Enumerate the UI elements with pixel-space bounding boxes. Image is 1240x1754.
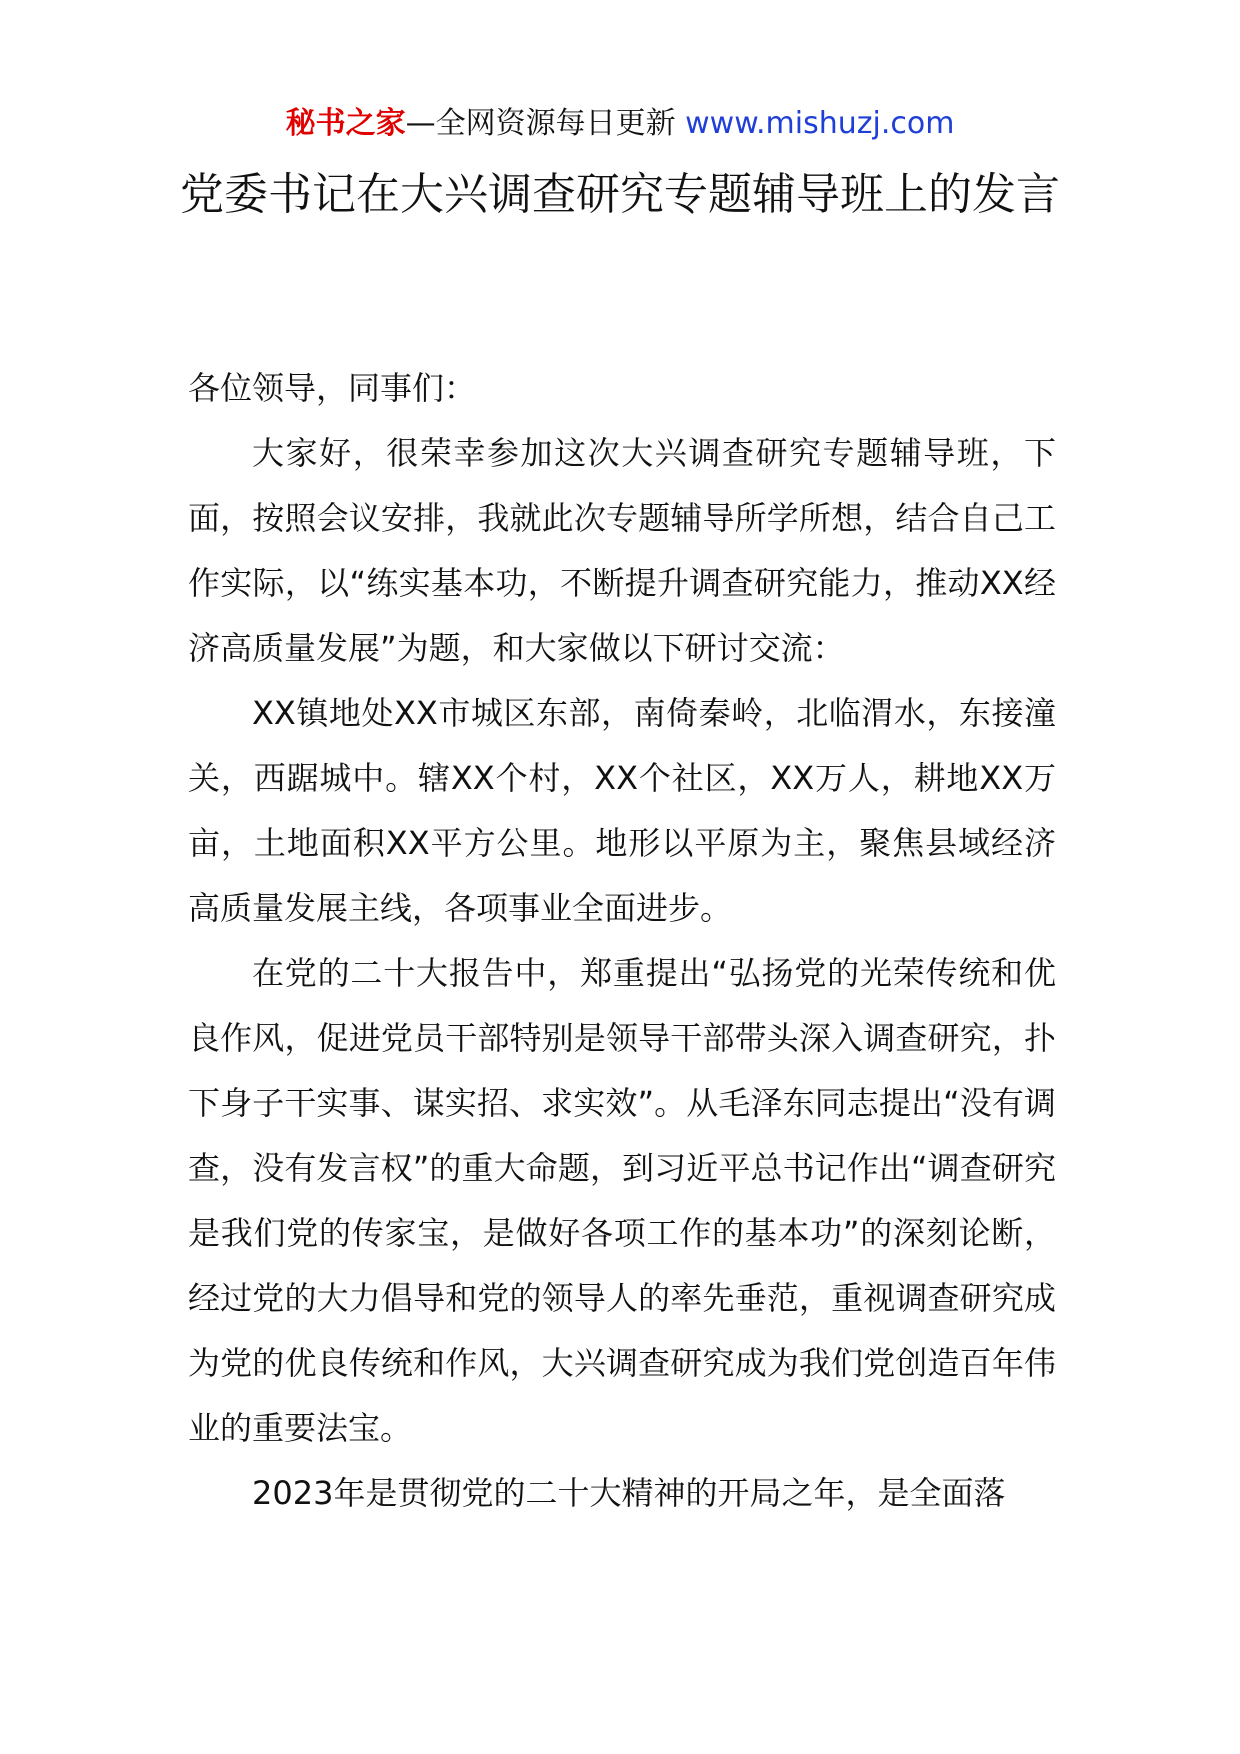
document-body <box>188 356 1056 1526</box>
paragraph: 在党的二十大报告中，郑重提出“弘扬党的光荣传统和优良作风，促进党员干部特别是领导干部带头深入调查研究，扑下身子干实事、谋实招、求实效”。从毛泽东同志提出“没有调查，没有发言权”的重大命题，到习近平总书记作出“调查研究是我们党的传家宝，是做好各项工作的基本功”的深刻论断，经过党的大力倡导和党的领导人的率先垂范，重视调查研究成为党的优良传统和作风，大兴调查研究成为我们党创造百年伟业的重要法宝。 <box>188 954 1056 1447</box>
site-header <box>0 100 1240 148</box>
document-title: 党委书记在大兴调查研究专题辅导班上的发言 <box>180 169 1060 220</box>
paragraph: XX镇地处XX市城区东部，南倚秦岭，北临渭水，东接潼关，西踞城中。辖XX个村，XX个社区，XX万人，耕地XX万亩，土地面积XX平方公里。地形以平原为主，聚焦县域经济高质量发展主线，各项事业全面进步。 <box>188 694 1056 927</box>
site-brand: 秘书之家 <box>285 106 406 141</box>
site-tagline: —全网资源每日更新 <box>405 106 676 141</box>
site-url-link[interactable]: www.mishuzj.com <box>685 106 955 141</box>
paragraph: 2023年是贯彻党的二十大精神的开局之年，是全面落 <box>252 1474 1006 1512</box>
paragraph: 大家好，很荣幸参加这次大兴调查研究专题辅导班，下面，按照会议安排，我就此次专题辅导所学所想，结合自己工作实际，以“练实基本功，不断提升调查研究能力，推动XX经济高质量发展”为题，和大家做以下研讨交流： <box>188 434 1056 667</box>
salutation: 各位领导，同事们： <box>188 369 477 407</box>
